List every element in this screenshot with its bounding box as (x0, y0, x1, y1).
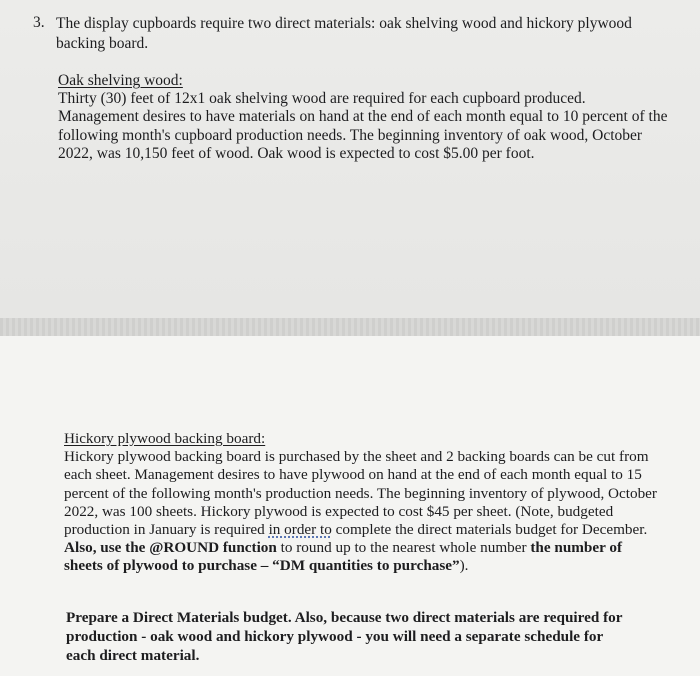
oak-section (58, 72, 668, 163)
hickory-body-part4: ). (459, 557, 469, 575)
question-number: 3. (33, 14, 45, 31)
hickory-section (64, 430, 664, 576)
section-divider (0, 318, 700, 336)
hickory-body (64, 448, 664, 575)
hickory-body-part3: to round up to the nearest whole number (276, 539, 531, 557)
hickory-body-part2: complete the direct materials budget for December. (331, 521, 648, 539)
oak-heading: Oak shelving wood: (58, 72, 183, 89)
hickory-bold-part2: the number of sheets of plywood to purchase – “DM quantities to purchase” (64, 539, 623, 575)
in-order-to-text: in order to (268, 521, 332, 539)
oak-body: Thirty (30) feet of 12x1 oak shelving wood are required for each cupboard produced. Management desires to have materials on hand at the end of each month equal to 10 percent of the following month's cupboard production needs. The beginning inventory of oak wood, October 2022, was 10,150 feet of wood. Oak wood is expected to cost $5.00 per foot. (58, 90, 668, 162)
question-intro: The display cupboards require two direct materials: oak shelving wood and hickory plywood backing board. (56, 15, 632, 52)
hickory-heading: Hickory plywood backing board: (64, 430, 266, 447)
instruction-text: Prepare a Direct Materials budget. Also, because two direct materials are required for production - oak wood and hickory plywood - you will need a separate schedule for each direct material. (66, 609, 623, 664)
hickory-body-part1: Hickory plywood backing board is purchased by the sheet and 2 backing boards can be cut from each sheet. Management desires to have plywood on hand at the end of each month equal to 15 percent of the following month's production needs. The beginning inventory of plywood, October 2022, was 100 sheets. Hickory plywood is expected to cost $45 per sheet. (Note, budgeted production in January is required (64, 448, 657, 539)
hickory-bold-part1: Also, use the @ROUND function (64, 539, 277, 557)
